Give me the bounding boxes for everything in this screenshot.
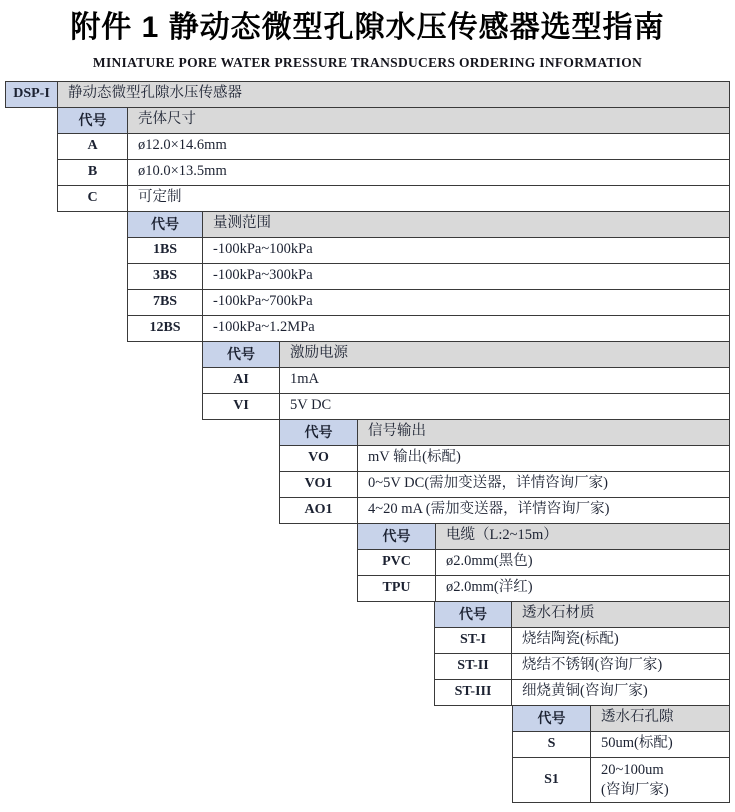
section-header-row-signal-output xyxy=(279,419,730,446)
code-cell: A xyxy=(58,134,128,159)
table-row-signal-output xyxy=(279,497,730,524)
table-row-excitation-power xyxy=(202,367,730,394)
table-row-measuring-range xyxy=(127,263,730,290)
value-cell: 50um(标配) xyxy=(601,735,673,752)
section-header-row-shell-size xyxy=(57,107,730,134)
table-row-filter-stone-pore xyxy=(512,731,730,758)
section-header-row-product xyxy=(5,81,730,108)
code-cell: VO xyxy=(280,446,358,471)
code-cell: 12BS xyxy=(128,316,203,341)
code-cell: 1BS xyxy=(128,238,203,263)
table-row-filter-stone-material xyxy=(434,627,730,654)
value-cell: 透水石孔隙 xyxy=(591,706,729,731)
code-cell: AO1 xyxy=(280,498,358,523)
section-header-row-filter-stone-pore xyxy=(512,705,730,732)
value-cell: 细烧黄铜(咨询厂家) xyxy=(522,683,648,700)
code-cell: PVC xyxy=(358,550,436,575)
code-cell: ST-III xyxy=(435,680,512,705)
code-cell: B xyxy=(58,160,128,185)
code-cell: ST-I xyxy=(435,628,512,653)
code-cell: DSP-I xyxy=(6,82,58,107)
value-cell: 透水石材质 xyxy=(512,602,729,627)
value-cell: -100kPa~100kPa xyxy=(213,241,313,258)
value-cell: 0~5V DC(需加变送器，详情咨询厂家) xyxy=(368,475,608,492)
code-cell: 3BS xyxy=(128,264,203,289)
code-cell: 代号 xyxy=(513,706,591,731)
code-cell: 代号 xyxy=(358,524,436,549)
code-cell: C xyxy=(58,186,128,211)
section-header-row-filter-stone-material xyxy=(434,601,730,628)
value-cell: -100kPa~700kPa xyxy=(213,293,313,310)
table-row-filter-stone-material xyxy=(434,679,730,706)
value-cell xyxy=(591,758,729,802)
code-cell: TPU xyxy=(358,576,436,601)
code-cell: 7BS xyxy=(128,290,203,315)
value-cell: 烧结不锈钢(咨询厂家) xyxy=(522,657,663,674)
code-cell: S1 xyxy=(513,758,591,802)
page-title: 附件 1 静动态微型孔隙水压传感器选型指南 xyxy=(70,11,665,44)
value-cell: 激励电源 xyxy=(280,342,729,367)
table-row-measuring-range xyxy=(127,289,730,316)
table-row-cable xyxy=(357,549,730,576)
code-cell: 代号 xyxy=(128,212,203,237)
value-cell: -100kPa~1.2MPa xyxy=(213,319,315,336)
code-cell: 代号 xyxy=(58,108,128,133)
value-cell: ø2.0mm(黑色) xyxy=(446,553,533,570)
value-cell: 壳体尺寸 xyxy=(128,108,729,133)
code-cell: S xyxy=(513,732,591,757)
table-row-measuring-range xyxy=(127,315,730,342)
table-row-measuring-range xyxy=(127,237,730,264)
code-cell: AI xyxy=(203,368,280,393)
code-cell: ST-II xyxy=(435,654,512,679)
value-cell: 5V DC xyxy=(290,397,332,414)
table-row-cable xyxy=(357,575,730,602)
code-cell: 代号 xyxy=(280,420,358,445)
value-cell: 量测范围 xyxy=(203,212,729,237)
section-header-row-measuring-range xyxy=(127,211,730,238)
ordering-information-table xyxy=(5,81,730,803)
table-row-shell-size xyxy=(57,133,730,160)
page-subtitle: MINIATURE PORE WATER PRESSURE TRANSDUCERS ORDERING INFORMATION xyxy=(92,54,643,70)
value-line: 20~100um xyxy=(601,761,664,778)
table-row-filter-stone-material xyxy=(434,653,730,680)
value-cell: 电缆（L:2~15m） xyxy=(436,524,729,549)
table-row-signal-output xyxy=(279,471,730,498)
section-header-row-excitation-power xyxy=(202,341,730,368)
value-cell: 1mA xyxy=(290,371,319,388)
value-cell: 可定制 xyxy=(138,189,182,206)
table-row-excitation-power xyxy=(202,393,730,420)
code-cell: VI xyxy=(203,394,280,419)
value-cell: 信号输出 xyxy=(358,420,729,445)
value-cell: 4~20 mA (需加变送器，详情咨询厂家) xyxy=(368,501,610,518)
value-cell: 静动态微型孔隙水压传感器 xyxy=(58,82,729,107)
value-cell: mV 输出(标配) xyxy=(368,449,461,466)
code-cell: VO1 xyxy=(280,472,358,497)
section-header-row-cable xyxy=(357,523,730,550)
table-row-shell-size xyxy=(57,185,730,212)
value-line: (咨询厂家) xyxy=(601,781,669,798)
value-cell: ø2.0mm(洋红) xyxy=(446,579,533,596)
code-cell: 代号 xyxy=(435,602,512,627)
value-cell: ø10.0×13.5mm xyxy=(138,163,227,180)
value-cell: -100kPa~300kPa xyxy=(213,267,313,284)
code-cell: 代号 xyxy=(203,342,280,367)
table-row-signal-output xyxy=(279,445,730,472)
table-row-filter-stone-pore xyxy=(512,757,730,803)
value-cell: ø12.0×14.6mm xyxy=(138,137,227,154)
document-page xyxy=(0,8,735,803)
value-cell: 烧结陶瓷(标配) xyxy=(522,631,619,648)
table-row-shell-size xyxy=(57,159,730,186)
